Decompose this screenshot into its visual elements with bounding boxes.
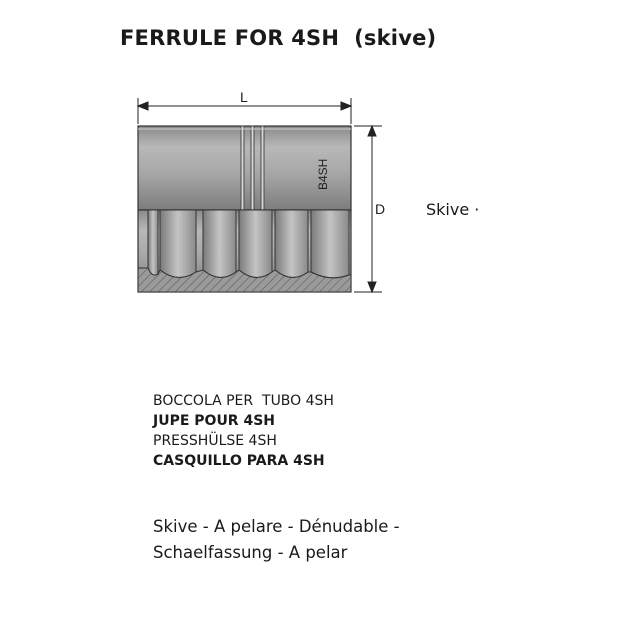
- description-es: CASQUILLO PARA 4SH: [153, 453, 325, 469]
- ferrule-internal-teeth: [148, 210, 349, 278]
- description-de: PRESSHÜLSE 4SH: [153, 433, 277, 449]
- skive-note-line-1: Skive - A pelare - Dénudable -: [153, 517, 400, 536]
- part-marking: B4SH: [316, 158, 330, 190]
- description-it: BOCCOLA PER TUBO 4SH: [153, 393, 334, 409]
- dimension-diameter-label: D: [375, 201, 386, 217]
- skive-label: Skive ·: [426, 200, 480, 219]
- translated-descriptions: [153, 391, 334, 471]
- dimension-length-label: L: [240, 89, 248, 105]
- description-fr: JUPE POUR 4SH: [153, 413, 276, 429]
- skive-note-line-2: Schaelfassung - A pelar: [153, 543, 348, 562]
- page-title: FERRULE FOR 4SH (skive): [120, 26, 437, 50]
- skive-note: [153, 514, 400, 566]
- ferrule-grooves: [241, 126, 264, 210]
